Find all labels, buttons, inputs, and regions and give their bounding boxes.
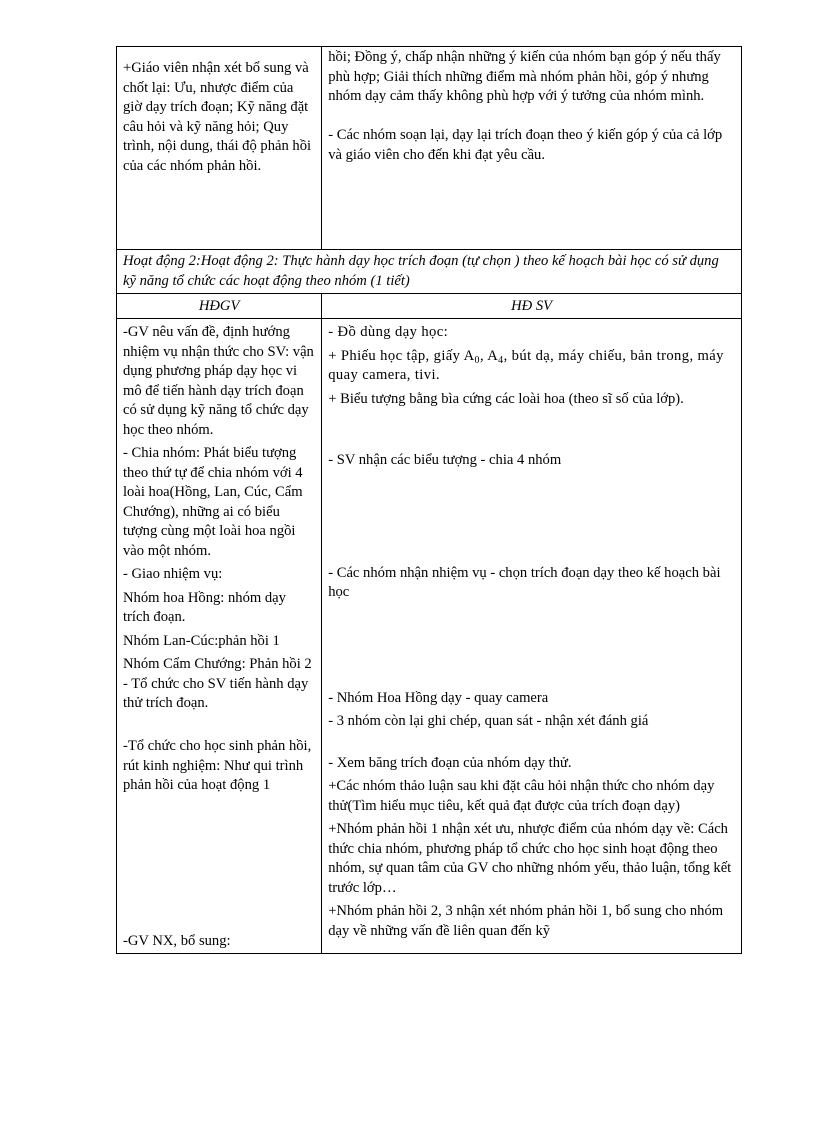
table-row: [117, 319, 742, 954]
activity-heading-text: Hoạt động 2:Hoạt động 2: Thực hành dạy học trích đoạn (tự chọn ) theo kế hoạch bài học có sử dụng kỹ năng tổ chức các hoạt động theo nhóm (1 tiết): [123, 253, 719, 289]
student-activities-cell: [322, 319, 742, 954]
table-header-row: [117, 294, 742, 319]
student-step-10: +Nhóm phản hồi 1 nhận xét ưu, nhược điểm của nhóm dạy về: Cách thức chia nhóm, phương pháp tổ chức cho học sinh hoạt động theo nhóm, sự quan tâm của GV cho những nhóm yếu, thảo luận, tổng kết trước lớp…: [328, 821, 732, 896]
table-row: [117, 47, 742, 250]
activity-heading: [117, 250, 742, 294]
student-step-4: - SV nhận các biểu tượng - chia 4 nhóm: [328, 452, 562, 468]
student-feedback-text-2: - Các nhóm soạn lại, dạy lại trích đoạn theo ý kiến góp ý của cả lớp và giáo viên cho đến khi đạt yêu cầu.: [328, 127, 723, 163]
student-step-2: + Phiếu học tập, giấy $A_0$, $A_4$, bút dạ, máy chiếu, bản trong, máy quay camera, tivi.: [328, 347, 724, 383]
teacher-step-8: -Tổ chức cho học sinh phản hồi, rút kinh nghiệm: Như qui trình phản hồi của hoạt động 1: [123, 738, 312, 793]
student-step-5: - Các nhóm nhận nhiệm vụ - chọn trích đoạn dạy theo kế hoạch bài học: [328, 564, 721, 600]
teacher-step-5: Nhóm Lan-Cúc:phản hồi 1: [123, 632, 280, 649]
student-step-11: +Nhóm phản hồi 2, 3 nhận xét nhóm phản hồi 1, bổ sung cho nhóm dạy về những vấn đề liên quan đến kỹ: [328, 903, 724, 939]
lesson-plan-table: [116, 46, 742, 954]
student-step-6: - Nhóm Hoa Hồng dạy - quay camera: [328, 689, 549, 706]
teacher-feedback-text: +Giáo viên nhận xét bổ sung và chốt lại: Ưu, nhược điểm của giờ dạy trích đoạn; Kỹ năng đặt câu hỏi và kỹ năng hỏi; Quy trình, nội dung, thái độ phản hồi của các nhóm phản hồi.: [123, 60, 312, 174]
student-step-1: - Đồ dùng dạy học:: [328, 324, 449, 340]
student-feedback-text-1: hồi; Đồng ý, chấp nhận những ý kiến của nhóm bạn góp ý nếu thấy phù hợp; Giải thích những điểm mà nhóm phản hồi, góp ý nhưng nhóm dạy cảm thấy không phù hợp với ý tưởng của nhóm mình.: [328, 49, 721, 104]
document-page: [116, 46, 742, 954]
teacher-step-3: - Giao nhiệm vụ:: [123, 566, 223, 582]
header-teacher-activity: HĐGV: [117, 294, 322, 319]
student-step-3: + Biểu tượng bằng bìa cứng các loài hoa (theo sĩ số của lớp).: [328, 390, 684, 407]
teacher-step-1: -GV nêu vấn đề, định hướng nhiệm vụ nhận thức cho SV: vận dụng phương pháp dạy học vi mô để tiến hành dạy trích đoạn có sử dụng kỹ năng tổ chức dạy học theo nhóm.: [123, 324, 314, 438]
table-row: [117, 250, 742, 294]
student-step-8: - Xem băng trích đoạn của nhóm dạy thử.: [328, 754, 572, 771]
student-step-7: - 3 nhóm còn lại ghi chép, quan sát - nhận xét đánh giá: [328, 713, 649, 729]
teacher-step-9: -GV NX, bổ sung:: [123, 932, 231, 949]
teacher-step-2: - Chia nhóm: Phát biểu tượng theo thứ tự để chia nhóm với 4 loài hoa(Hồng, Lan, Cúc, Cẩm Chướng), những ai có biểu tượng cùng một loài hoa ngồi vào một nhóm.: [123, 445, 303, 559]
teacher-feedback-cell: [117, 47, 322, 250]
teacher-activities-cell: [117, 319, 322, 954]
teacher-step-6: Nhóm Cẩm Chướng: Phản hồi 2: [123, 656, 312, 672]
student-step-9: +Các nhóm thảo luận sau khi đặt câu hỏi nhận thức cho nhóm dạy thử(Tìm hiểu mục tiêu, kết quả đạt được của trích đoạn dạy): [328, 778, 715, 814]
student-feedback-cell: [322, 47, 742, 250]
header-student-activity: HĐ SV: [322, 294, 742, 319]
teacher-step-4: Nhóm hoa Hồng: nhóm dạy trích đoạn.: [123, 589, 286, 625]
teacher-step-7: - Tổ chức cho SV tiến hành dạy thử trích đoạn.: [123, 675, 309, 711]
